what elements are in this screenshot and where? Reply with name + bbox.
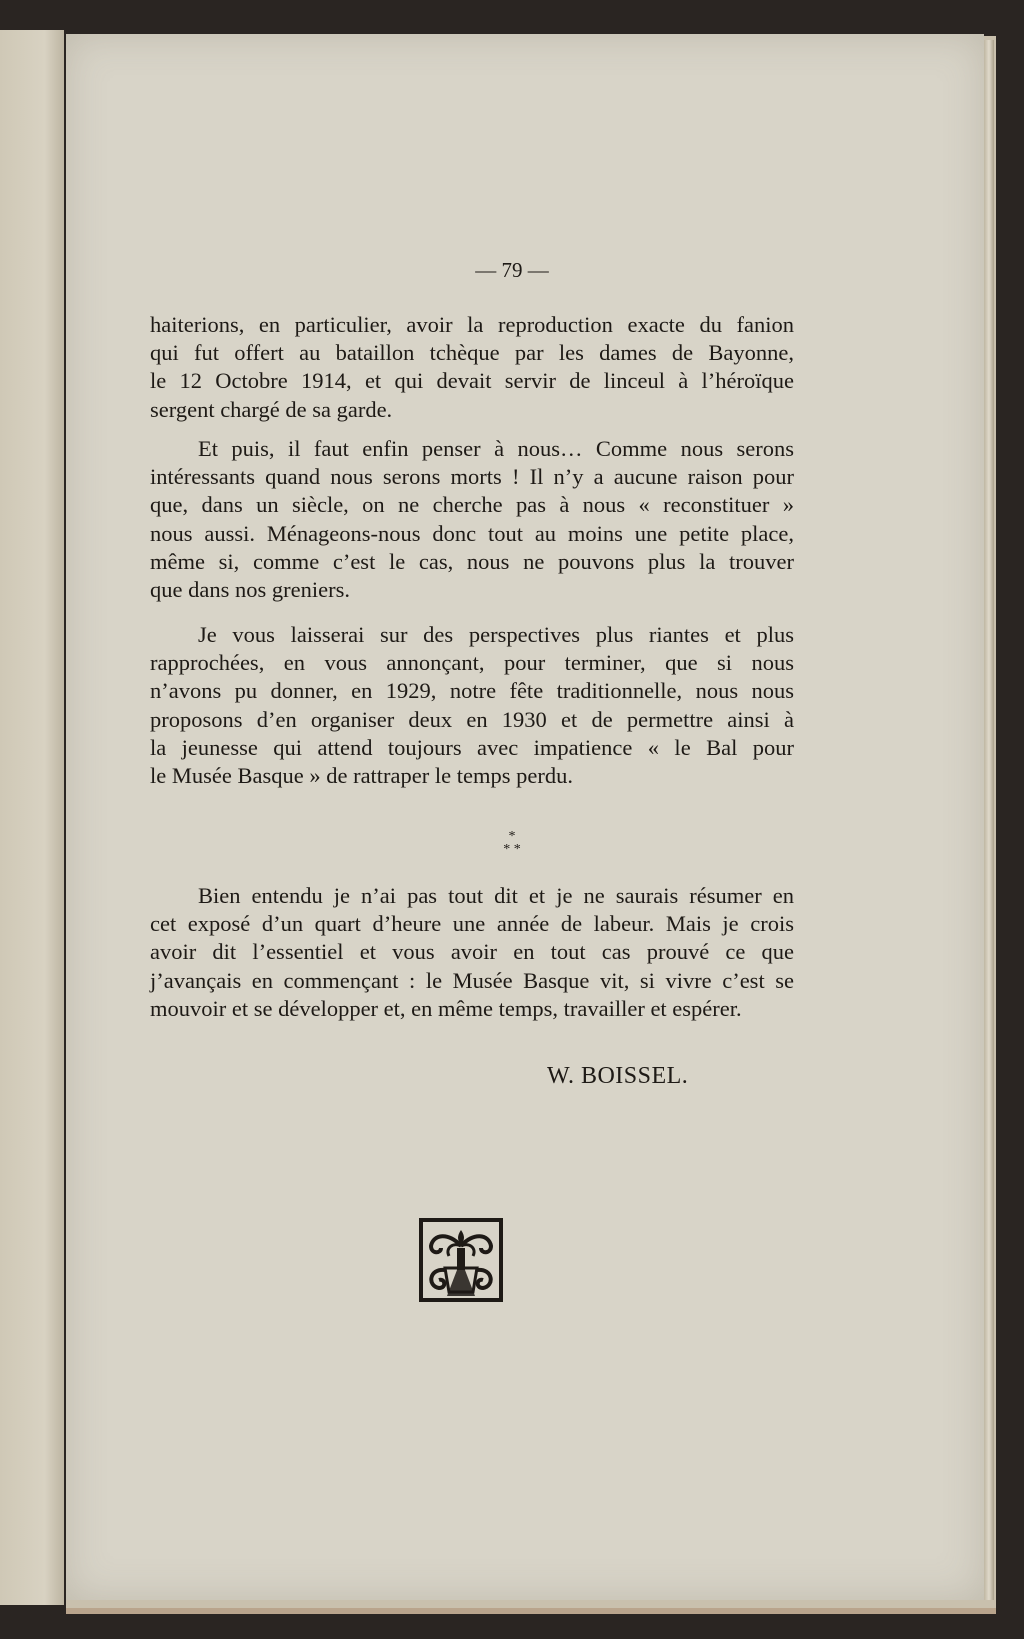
- paragraph-3: [150, 621, 794, 790]
- text-line: nous aussi. Ménageons-nous donc tout au moins une petite place,: [150, 520, 794, 546]
- separator-bottom-stars: * *: [503, 842, 521, 857]
- text-line: qui fut offert au bataillon tchèque par les dames de Bayonne,: [150, 340, 794, 366]
- text-line: rapprochées, en vous annonçant, pour terminer, que si nous: [150, 650, 794, 676]
- paragraph-4: [150, 882, 794, 1023]
- text-line: proposons d’en organiser deux en 1930 et de permettre ainsi à: [150, 706, 794, 732]
- text-line: même si, comme c’est le cas, nous ne pouvons plus la trouver: [150, 548, 794, 574]
- paragraph-1: [150, 311, 794, 424]
- text-line: sergent chargé de sa garde.: [150, 396, 393, 422]
- text-line: mouvoir et se développer et, en même temps, travailler et espérer.: [150, 995, 742, 1021]
- text-line: cet exposé d’un quart d’heure une année de labeur. Mais je crois: [150, 911, 794, 937]
- paragraph-2: [150, 435, 794, 604]
- text-line: le 12 Octobre 1914, et qui devait servir de linceul à l’héroïque: [150, 368, 794, 394]
- text-line: intéressants quand nous serons morts ! Il n’y a aucune raison pour: [150, 464, 794, 490]
- separator-top-star: *: [508, 829, 516, 844]
- text-line: que dans nos greniers.: [150, 577, 350, 603]
- text-line: haiterions, en particulier, avoir la reproduction exacte du fanion: [150, 312, 794, 337]
- section-separator: [0, 830, 1024, 856]
- page-number: — 79 —: [475, 258, 549, 282]
- ornament-vase-icon: [419, 1218, 503, 1302]
- text-line: le Musée Basque » de rattraper le temps perdu.: [150, 763, 573, 789]
- text-line: la jeunesse qui attend toujours avec impatience « le Bal pour: [150, 734, 794, 760]
- text-line: que, dans un siècle, on ne cherche pas à nous « reconstituer »: [150, 492, 794, 518]
- author-signature: W. BOISSEL.: [547, 1063, 689, 1089]
- text-line: Je vous laisserai sur des perspectives plus riantes et plus: [198, 622, 794, 647]
- text-line: j’avançais en commençant : le Musée Basque vit, si vivre c’est se: [150, 967, 794, 993]
- text-line: n’avons pu donner, en 1929, notre fête traditionnelle, nous nous: [150, 678, 794, 704]
- text-line: Bien entendu je n’ai pas tout dit et je ne saurais résumer en: [198, 883, 794, 908]
- text-line: avoir dit l’essentiel et vous avoir en tout cas prouvé ce que: [150, 939, 794, 965]
- text-line: Et puis, il faut enfin penser à nous… Comme nous serons: [198, 436, 794, 461]
